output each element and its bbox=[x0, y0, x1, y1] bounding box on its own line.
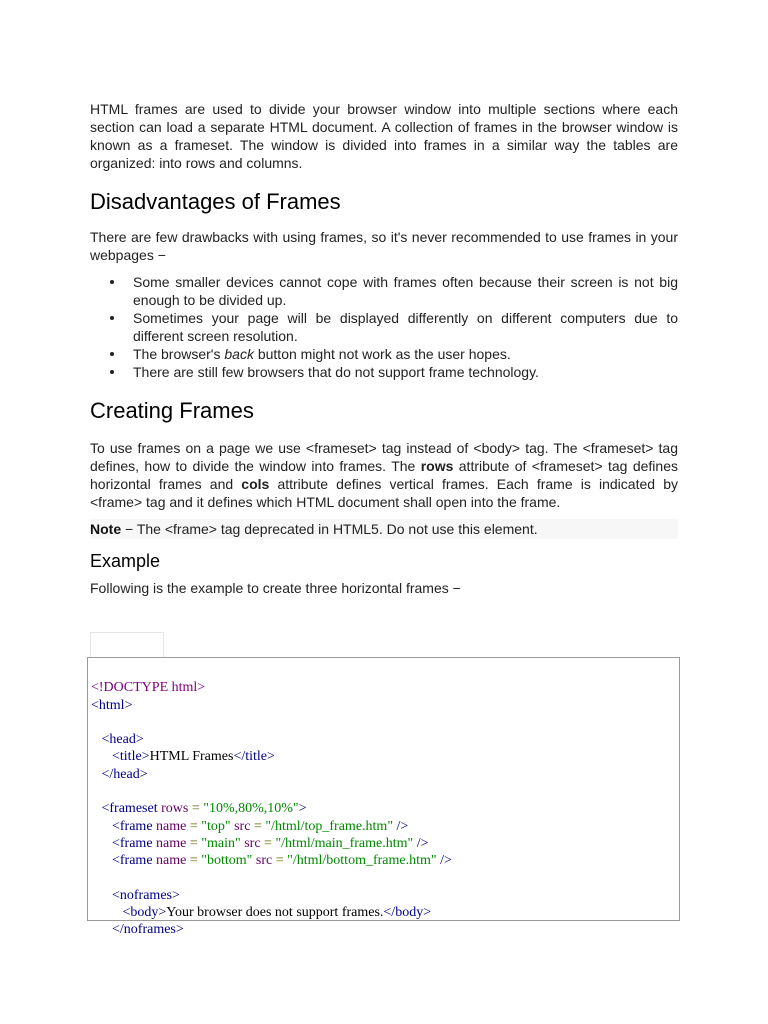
code-token: src bbox=[234, 818, 251, 834]
code-line bbox=[91, 800, 679, 817]
note-text: − The <frame> tag deprecated in HTML5. Do not use this element. bbox=[121, 521, 538, 537]
code-token: <head> bbox=[101, 732, 144, 748]
cols-keyword: cols bbox=[241, 476, 270, 492]
code-line bbox=[91, 783, 679, 800]
code-token: src bbox=[244, 835, 261, 851]
note-box bbox=[90, 519, 678, 539]
code-token: = bbox=[272, 853, 288, 869]
code-tab[interactable] bbox=[90, 632, 164, 658]
code-token: = bbox=[250, 818, 266, 834]
code-token: > bbox=[298, 801, 307, 817]
disadvantages-paragraph: There are few drawbacks with using frames, so it's never recommended to use frames in your webpages − bbox=[90, 229, 678, 263]
code-token: /> bbox=[436, 853, 452, 869]
code-token: "/html/bottom_frame.htm" bbox=[287, 853, 437, 869]
code-line bbox=[91, 818, 679, 835]
paragraph-text: attribute of <frameset> tag defines horizontal frames and bbox=[90, 458, 678, 492]
code-token: HTML Frames bbox=[149, 749, 234, 765]
code-line bbox=[91, 697, 679, 714]
code-token: </noframes> bbox=[112, 922, 184, 938]
code-line bbox=[91, 748, 679, 765]
code-token: src bbox=[255, 853, 273, 869]
paragraph-text: attribute defines vertical frames. Each frame is indicated by <frame> tag and it defines which HTML document shall open into the frame. bbox=[90, 476, 678, 510]
code-token: <noframes> bbox=[112, 887, 180, 903]
list-item: Sometimes your page will be displayed differently on different computers due to different screen resolution. bbox=[90, 309, 678, 345]
note-label: Note bbox=[90, 521, 122, 537]
code-line bbox=[91, 904, 679, 921]
disadvantages-list bbox=[90, 273, 678, 381]
example-paragraph: Following is the example to create three horizontal frames − bbox=[90, 580, 461, 596]
code-token: "bottom" bbox=[201, 853, 253, 869]
code-token: <html> bbox=[91, 697, 133, 713]
code-line bbox=[91, 921, 679, 938]
code-token: name bbox=[156, 835, 187, 851]
code-token: </title> bbox=[233, 749, 275, 765]
code-line bbox=[91, 887, 679, 904]
list-item-text: The browser's bbox=[133, 346, 225, 362]
code-token: Your browser does not support frames. bbox=[166, 905, 384, 921]
code-token: <!DOCTYPE html> bbox=[91, 680, 206, 696]
code-line bbox=[91, 870, 679, 887]
code-line bbox=[91, 835, 679, 852]
code-token: = bbox=[186, 818, 202, 834]
code-token: <frame bbox=[112, 818, 153, 834]
code-token: <title> bbox=[112, 749, 150, 765]
code-line bbox=[91, 731, 679, 748]
creating-frames-paragraph bbox=[90, 439, 678, 511]
creating-frames-heading: Creating Frames bbox=[90, 398, 254, 423]
list-item: There are still few browsers that do not support frame technology. bbox=[90, 363, 678, 381]
code-token: "/html/top_frame.htm" bbox=[265, 818, 394, 834]
code-token: name bbox=[156, 818, 187, 834]
code-token: <body> bbox=[122, 905, 167, 921]
code-token: /> bbox=[393, 818, 409, 834]
code-line bbox=[91, 766, 679, 783]
code-token: rows bbox=[161, 801, 189, 817]
code-token: </body> bbox=[383, 905, 432, 921]
code-token: /> bbox=[413, 835, 429, 851]
code-token: </head> bbox=[101, 766, 148, 782]
code-token: = bbox=[188, 801, 204, 817]
article-content bbox=[90, 100, 678, 597]
code-token: = bbox=[186, 853, 202, 869]
list-item-emphasis: back bbox=[224, 346, 254, 362]
code-token: = bbox=[260, 835, 276, 851]
code-line bbox=[91, 679, 679, 696]
rows-keyword: rows bbox=[420, 458, 454, 474]
code-token: "10%,80%,10%" bbox=[203, 801, 299, 817]
list-item bbox=[90, 345, 678, 363]
code-token: name bbox=[156, 853, 187, 869]
code-token: "top" bbox=[201, 818, 231, 834]
code-token: <frame bbox=[112, 835, 153, 851]
code-line bbox=[91, 852, 679, 869]
example-heading: Example bbox=[90, 551, 161, 571]
paragraph-text: To use frames on a page we use <frameset> tag instead of <body> tag. The <frameset> tag defines, how to divide the window into frames. The bbox=[90, 440, 678, 474]
intro-paragraph: HTML frames are used to divide your browser window into multiple sections where each section can load a separate HTML document. A collection of frames in the browser window is known as a frameset. The window is divided into frames in a similar way the tables are organized: into rows and columns. bbox=[90, 101, 678, 171]
code-block bbox=[87, 657, 680, 938]
code-token: = bbox=[186, 835, 202, 851]
code-line bbox=[91, 714, 679, 731]
code-token: "/html/main_frame.htm" bbox=[275, 835, 414, 851]
list-item: Some smaller devices cannot cope with frames often because their screen is not big enough to be divided up. bbox=[90, 273, 678, 309]
disadvantages-heading: Disadvantages of Frames bbox=[90, 189, 341, 214]
list-item-text: button might not work as the user hopes. bbox=[253, 346, 511, 362]
code-token: <frameset bbox=[101, 801, 158, 817]
code-token: <frame bbox=[112, 853, 153, 869]
code-token: "main" bbox=[201, 835, 241, 851]
